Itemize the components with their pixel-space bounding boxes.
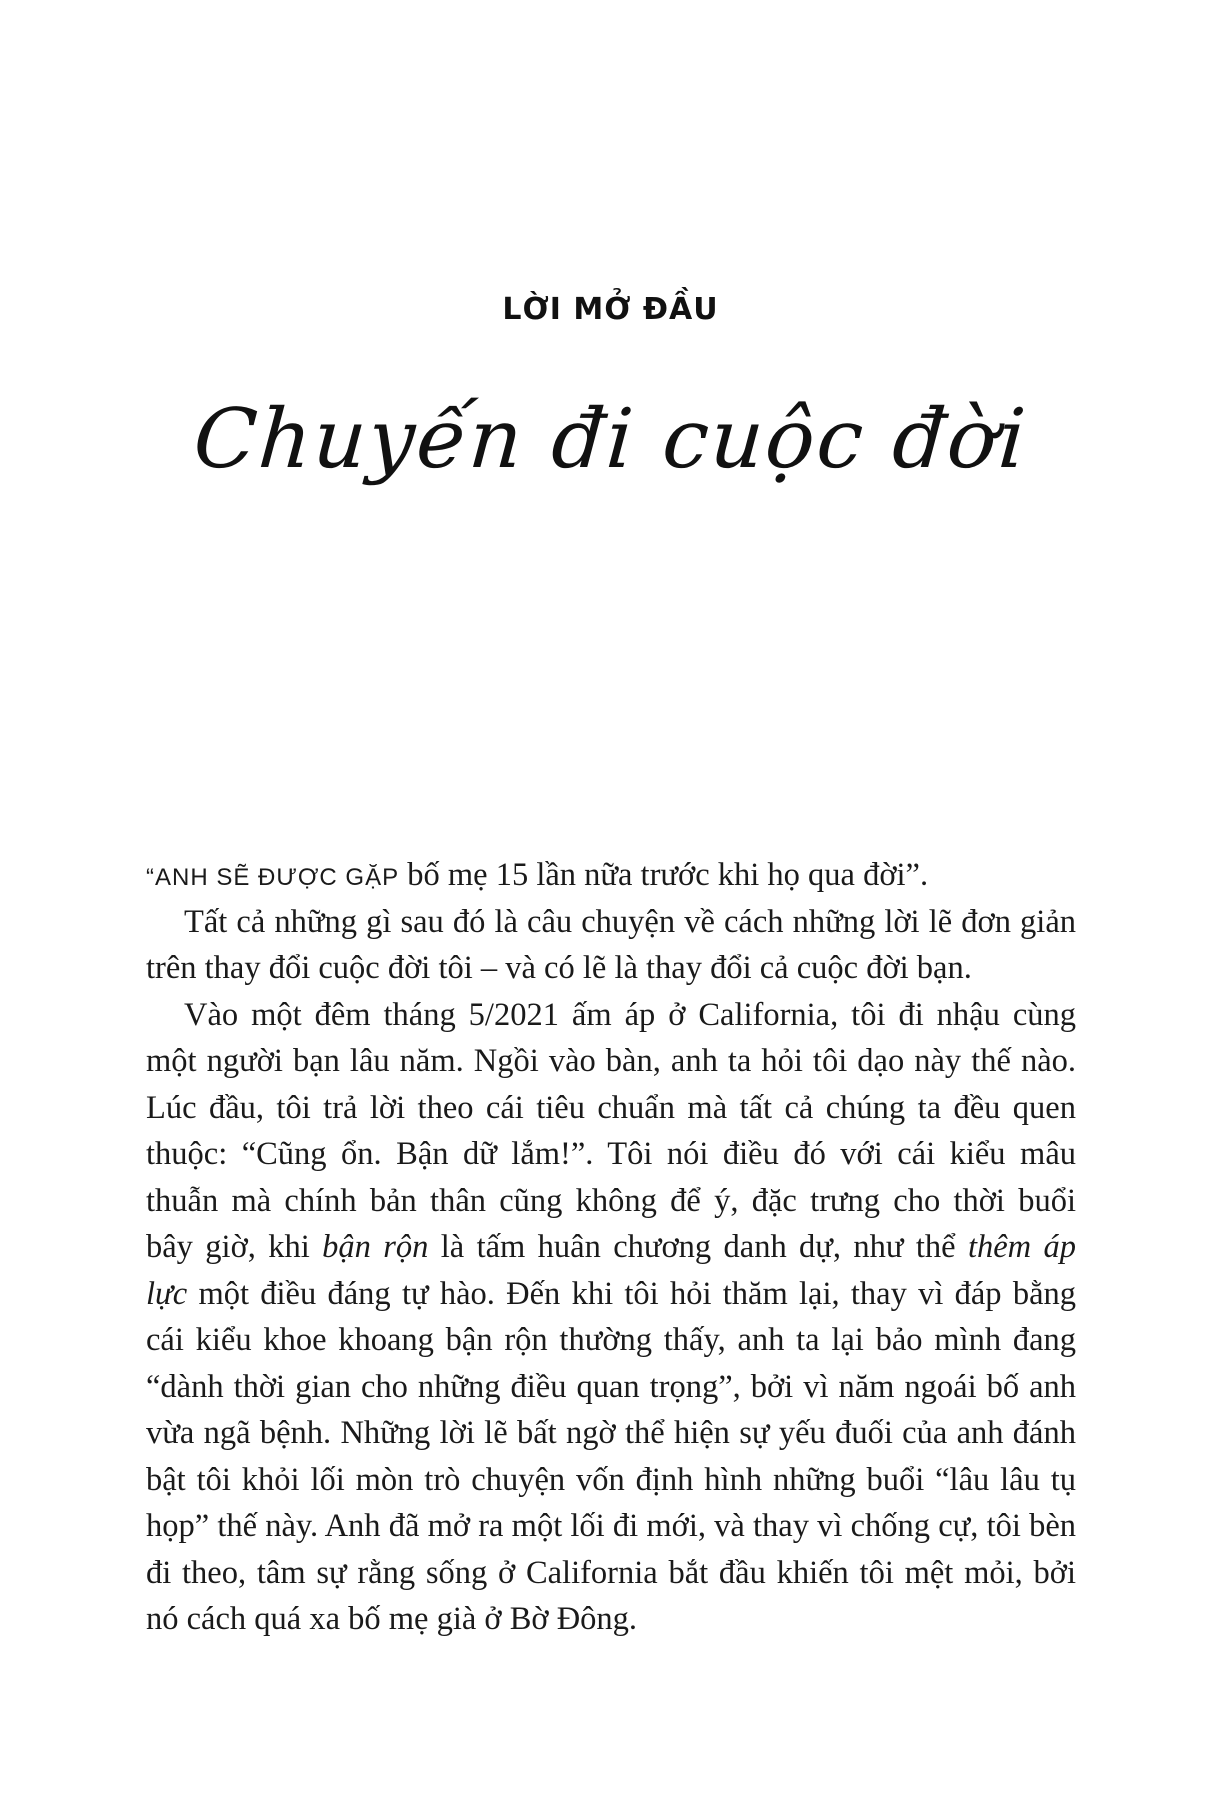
line-text: bây giờ, khi xyxy=(146,1229,323,1265)
italic-text: thêm áp xyxy=(967,1229,1076,1265)
paragraph-line xyxy=(146,1271,1076,1318)
paragraph-line: đi theo, tâm sự rằng sống ở California bắt đầu khiến tôi mệt mỏi, bởi xyxy=(146,1554,1076,1591)
paragraph-line xyxy=(146,1224,1076,1271)
paragraph-line: Lúc đầu, tôi trả lời theo cái tiêu chuẩn mà tất cả chúng ta đều quen xyxy=(146,1089,1076,1126)
paragraph-line: thuộc: “Cũng ổn. Bận dữ lắm!”. Tôi nói điều đó với cái kiểu mâu xyxy=(146,1136,1076,1172)
chapter-title: Chuyến đi cuộc đời xyxy=(190,392,1031,487)
paragraph-line: một người bạn lâu năm. Ngồi vào bàn, anh ta hỏi tôi dạo này thế nào. xyxy=(146,1043,1076,1079)
italic-text: bận rộn xyxy=(322,1229,429,1265)
line-text: một điều đáng tự hào. Đến khi tôi hỏi thăm lại, thay vì đáp bằng xyxy=(187,1275,1076,1312)
paragraph-line: Vào một đêm tháng 5/2021 ấm áp ở California, tôi đi nhậu cùng xyxy=(184,996,1076,1033)
italic-text: lực xyxy=(146,1275,188,1312)
chapter-label: LỜI MỞ ĐẦU xyxy=(502,292,719,327)
paragraph-line: bật tôi khỏi lối mòn trò chuyện vốn định hình những buổi “lâu lâu tụ xyxy=(146,1461,1076,1498)
paragraph-line: thuẫn mà chính bản thân cũng không để ý, đặc trưng cho thời buổi xyxy=(146,1182,1076,1219)
paragraph-line: cái kiểu khoe khoang bận rộn thường thấy, anh ta lại bảo mình đang xyxy=(146,1322,1076,1358)
paragraph-line: Tất cả những gì sau đó là câu chuyện về cách những lời lẽ đơn giản xyxy=(184,903,1076,940)
body-text xyxy=(146,852,1076,1643)
line-text: là tấm huân chương danh dự, như thể xyxy=(428,1229,968,1265)
line-text: bố mẹ 15 lần nữa trước khi họ qua đời”. xyxy=(399,857,929,893)
paragraph-line xyxy=(146,852,1076,899)
paragraph-line: nó cách quá xa bố mẹ già ở Bờ Đông. xyxy=(146,1601,638,1637)
paragraph-line: “dành thời gian cho những điều quan trọng”, bởi vì năm ngoái bố anh xyxy=(146,1368,1076,1405)
opening-small-caps: “ANH SẼ ĐƯỢC GẶP xyxy=(146,864,400,891)
paragraph-line: trên thay đổi cuộc đời tôi – và có lẽ là thay đổi cả cuộc đời bạn. xyxy=(146,950,972,986)
paragraph-line: họp” thế này. Anh đã mở ra một lối đi mới, và thay vì chống cự, tôi bèn xyxy=(146,1508,1076,1544)
paragraph-line: vừa ngã bệnh. Những lời lẽ bất ngờ thể hiện sự yếu đuối của anh đánh xyxy=(146,1415,1076,1451)
